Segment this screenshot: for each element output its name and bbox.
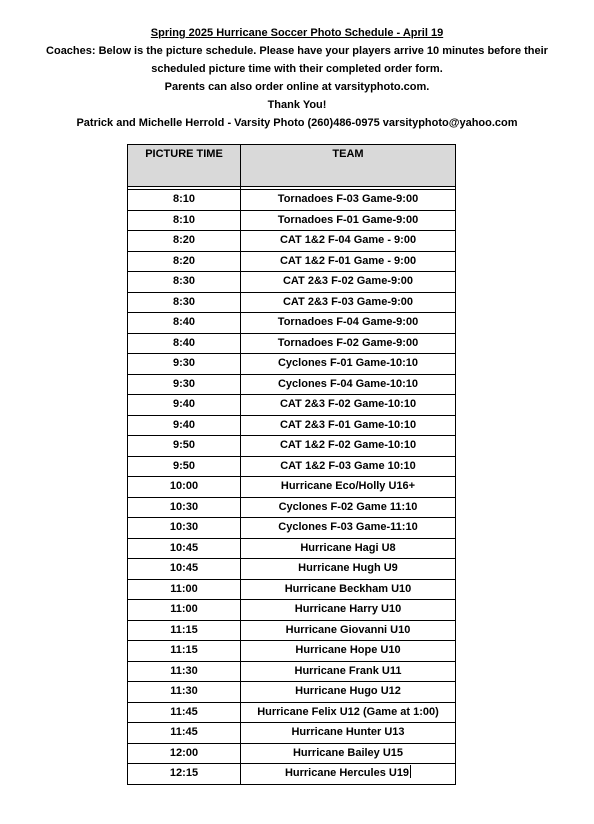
team-cell: Hurricane Beckham U10	[241, 579, 456, 600]
team-cell: Hurricane Hugh U9	[241, 559, 456, 580]
table-row	[128, 600, 456, 621]
table-row	[128, 743, 456, 764]
team-cell: Tornadoes F-02 Game-9:00	[241, 333, 456, 354]
table-row	[128, 436, 456, 457]
table-row	[128, 661, 456, 682]
table-row	[128, 251, 456, 272]
table-row	[128, 313, 456, 334]
thank-you-line: Thank You!	[267, 99, 327, 111]
picture-time-cell: 9:50	[128, 456, 241, 477]
picture-time-cell: 12:00	[128, 743, 241, 764]
team-cell: Cyclones F-02 Game 11:10	[241, 497, 456, 518]
table-row	[128, 538, 456, 559]
table-row	[128, 395, 456, 416]
team-cell: Hurricane Frank U11	[241, 661, 456, 682]
picture-time-cell: 11:45	[128, 702, 241, 723]
picture-time-cell: 11:15	[128, 620, 241, 641]
team-cell: CAT 1&2 F-03 Game 10:10	[241, 456, 456, 477]
picture-time-cell: 10:00	[128, 477, 241, 498]
table-row	[128, 456, 456, 477]
schedule-header	[0, 24, 594, 132]
team-cell: Hurricane Felix U12 (Game at 1:00)	[241, 702, 456, 723]
table-row	[128, 497, 456, 518]
picture-time-cell: 12:15	[128, 764, 241, 785]
team-cell: Tornadoes F-03 Game-9:00	[241, 190, 456, 211]
picture-time-cell: 9:50	[128, 436, 241, 457]
picture-time-cell: 8:40	[128, 333, 241, 354]
team-cell: Hurricane Hunter U13	[241, 723, 456, 744]
table-row	[128, 682, 456, 703]
picture-time-cell: 11:00	[128, 600, 241, 621]
instructions-line-2: scheduled picture time with their completed order form.	[151, 63, 443, 75]
team-cell: CAT 2&3 F-02 Game-9:00	[241, 272, 456, 293]
picture-time-cell: 9:30	[128, 374, 241, 395]
table-row	[128, 190, 456, 211]
team-cell: Hurricane Eco/Holly U16+	[241, 477, 456, 498]
picture-time-cell: 10:30	[128, 497, 241, 518]
table-row	[128, 620, 456, 641]
table-row	[128, 415, 456, 436]
team-cell: CAT 2&3 F-01 Game-10:10	[241, 415, 456, 436]
table-row	[128, 764, 456, 785]
picture-time-cell: 8:20	[128, 251, 241, 272]
picture-time-cell: 11:30	[128, 682, 241, 703]
contact-line: Patrick and Michelle Herrold - Varsity Photo (260)486-0975 varsityphoto@yahoo.com	[76, 117, 518, 129]
table-row	[128, 210, 456, 231]
team-cell: Hurricane Bailey U15	[241, 743, 456, 764]
instructions-line-3: Parents can also order online at varsityphoto.com.	[164, 81, 430, 93]
picture-time-cell: 8:30	[128, 272, 241, 293]
team-cell: CAT 1&2 F-02 Game-10:10	[241, 436, 456, 457]
table-row	[128, 723, 456, 744]
instructions-line-1: Coaches: Below is the picture schedule. Please have your players arrive 10 minutes before their	[46, 45, 548, 57]
table-header-row	[128, 145, 456, 187]
table-row	[128, 559, 456, 580]
picture-time-cell: 8:30	[128, 292, 241, 313]
team-cell: Hurricane Hope U10	[241, 641, 456, 662]
team-cell: Hurricane Harry U10	[241, 600, 456, 621]
table-row	[128, 272, 456, 293]
picture-time-cell: 11:30	[128, 661, 241, 682]
table-row	[128, 231, 456, 252]
table-row	[128, 477, 456, 498]
picture-time-cell: 10:45	[128, 538, 241, 559]
picture-time-cell: 8:10	[128, 190, 241, 211]
picture-time-cell: 8:40	[128, 313, 241, 334]
column-header-team: TEAM	[241, 145, 456, 187]
team-cell: CAT 1&2 F-04 Game - 9:00	[241, 231, 456, 252]
team-cell: CAT 1&2 F-01 Game - 9:00	[241, 251, 456, 272]
team-cell: Tornadoes F-01 Game-9:00	[241, 210, 456, 231]
schedule-title: Spring 2025 Hurricane Soccer Photo Schedule - April 19	[150, 27, 444, 39]
team-cell: Tornadoes F-04 Game-9:00	[241, 313, 456, 334]
team-cell: Hurricane Hagi U8	[241, 538, 456, 559]
table-row	[128, 518, 456, 539]
table-row	[128, 579, 456, 600]
picture-time-cell: 10:45	[128, 559, 241, 580]
picture-time-cell: 11:00	[128, 579, 241, 600]
picture-time-cell: 8:10	[128, 210, 241, 231]
picture-time-cell: 11:45	[128, 723, 241, 744]
picture-time-cell: 9:30	[128, 354, 241, 375]
table-row	[128, 333, 456, 354]
team-cell: Hurricane Hercules U19	[241, 764, 456, 785]
column-header-picture-time: PICTURE TIME	[128, 145, 241, 187]
team-cell: CAT 2&3 F-03 Game-9:00	[241, 292, 456, 313]
schedule-rows	[128, 187, 456, 785]
picture-time-cell: 8:20	[128, 231, 241, 252]
picture-time-cell: 9:40	[128, 395, 241, 416]
team-cell: Cyclones F-03 Game-11:10	[241, 518, 456, 539]
picture-schedule-table	[127, 144, 456, 785]
table-row	[128, 641, 456, 662]
table-row	[128, 354, 456, 375]
team-cell: Hurricane Giovanni U10	[241, 620, 456, 641]
team-cell: Cyclones F-01 Game-10:10	[241, 354, 456, 375]
team-cell: CAT 2&3 F-02 Game-10:10	[241, 395, 456, 416]
team-cell: Hurricane Hugo U12	[241, 682, 456, 703]
picture-time-cell: 9:40	[128, 415, 241, 436]
picture-time-cell: 10:30	[128, 518, 241, 539]
picture-time-cell: 11:15	[128, 641, 241, 662]
table-row	[128, 702, 456, 723]
table-row	[128, 374, 456, 395]
team-cell: Cyclones F-04 Game-10:10	[241, 374, 456, 395]
table-row	[128, 292, 456, 313]
text-cursor	[410, 765, 411, 778]
